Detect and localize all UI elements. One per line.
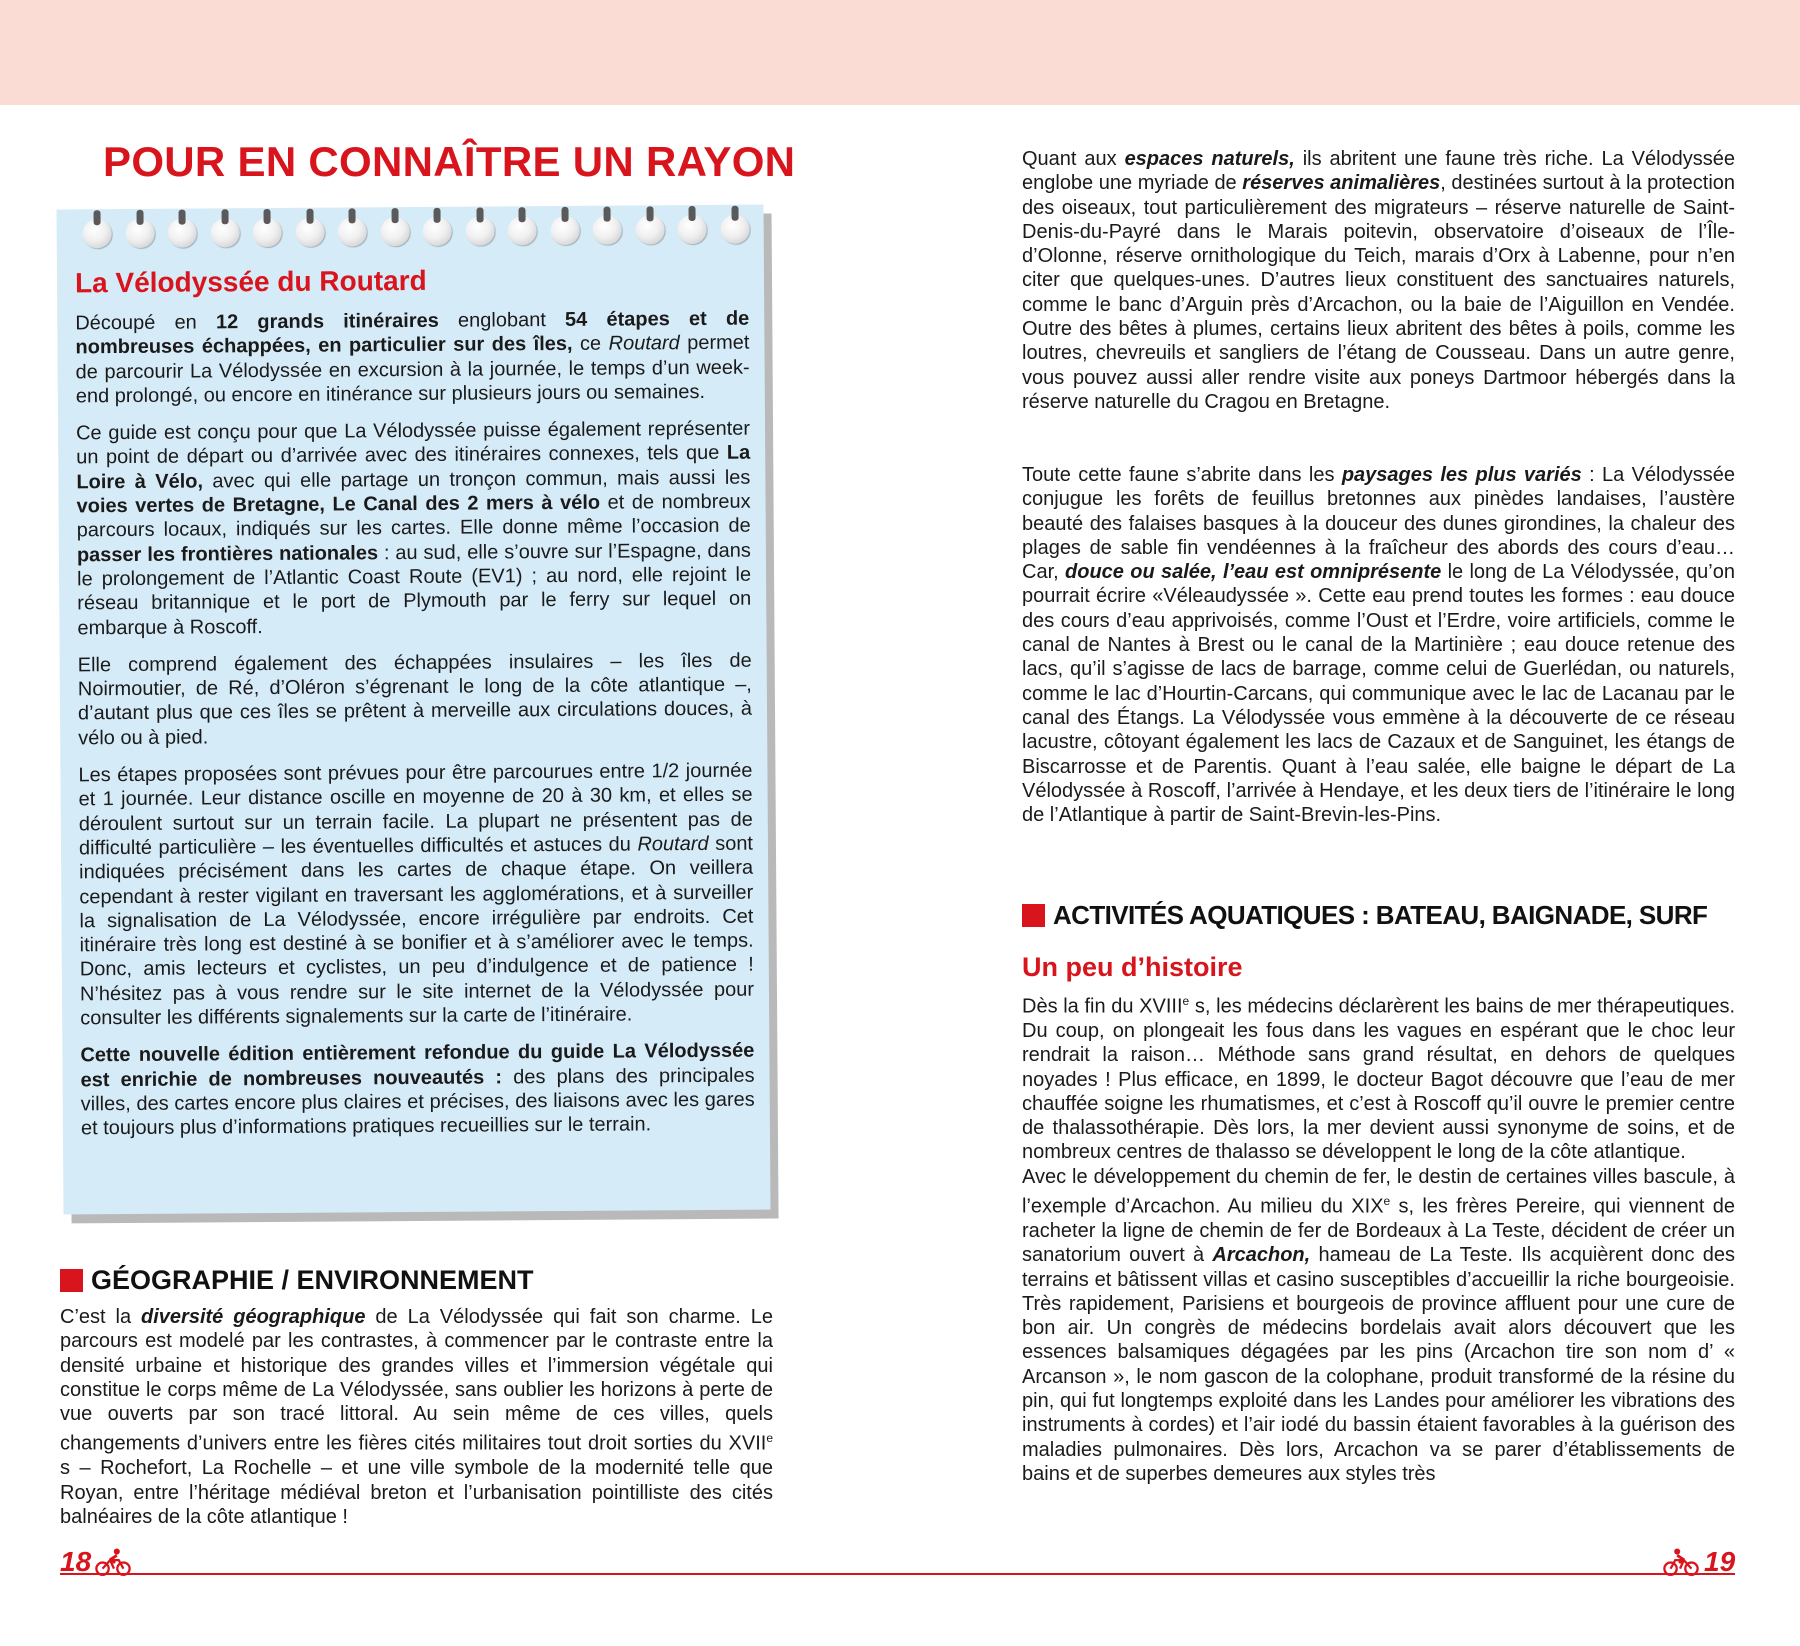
- notepad-ring-icon: [210, 218, 239, 247]
- notepad-box: [57, 205, 771, 1215]
- nature-text: [1022, 147, 1735, 414]
- notepad-paragraph: Les étapes proposées sont prévues pour être parcourues entre 1/2 journée et 1 journée. Leur distance oscille en moyenne de 20 à 30 km, et elles se déroulent surtout sur un terrain facile. La plupart ne présentent pas de difficulté particulière – les éventuelles difficultés et astuces du Routard sont indiquées précisément dans les cartes de chaque étape. On veillera cependant à rester vigilant en traversant les agglomérations, et à surveiller la signalisation de La Vélodyssée, encore irrégulière par endroits. Cet itinéraire très long est destiné à se bonifier et à s’améliorer avec le temps. Donc, amis lecteurs et cyclistes, un peu d’indulgence et de patience ! N’hésitez pas à vous rendre sur le site internet de la Vélodyssée pour consulter les différents signalements sur la carte de l’itinéraire.: [78, 759, 755, 1030]
- section-heading-water-activities: [1022, 900, 1707, 931]
- body-paragraph: Quant aux espaces naturels, ils abritent une faune très riche. La Vélodyssée englobe une myriade de réserves animalières, destinées surtout à la protection des oiseaux, tout particulièrement des migrateurs – réserve naturelle de Saint-Denis-du-Payré dans le Marais poitevin, observatoire d’oiseaux de l’Île-d’Olonne, réserve ornithologique du Teich, marais d’Orx à Labenne, pour n’en citer que quelques-unes. D’autres lieux constituent des sanctuaires naturels, comme le banc d’Arguin près d’Arcachon, ou la baie de l’Aiguillon en Vendée. Outre des bêtes à plumes, certains lieux abritent des bêtes à poils, comme les loutres, chevreuils et sangliers de l’étang de Cousseau. Dans un autre genre, vous pouvez aussi aller rendre visite aux poneys Dartmoor hébergés dans la réserve naturelle du Cragou en Bretagne.: [1022, 148, 1736, 413]
- notepad-ring-icon: [295, 218, 324, 247]
- red-square-bullet-icon: [60, 1269, 83, 1292]
- notepad-ring-icon: [380, 217, 409, 246]
- notepad-ring-icon: [465, 216, 494, 245]
- notepad-ring-icon: [253, 218, 282, 247]
- notepad-heading: La Vélodyssée du Routard: [74, 264, 427, 299]
- notepad-paragraph: Elle comprend également des échappées insulaires – les îles de Noirmoutier, de Ré, d’Oléron s’égrenant le long de la côte atlantique –, d’autant plus que ces îles se prêtent à merveille aux circulations douces, à vélo ou à pied.: [77, 649, 753, 750]
- notepad-body: [75, 307, 755, 1154]
- footer-rule: [60, 1573, 1735, 1575]
- page-title: POUR EN CONNAÎTRE UN RAYON: [103, 138, 796, 185]
- notepad-ring-icon: [125, 219, 154, 248]
- notepad-ring-icon: [550, 216, 579, 245]
- section-heading-geography: [60, 1265, 534, 1296]
- notepad-paragraph: Découpé en 12 grands itinéraires englobant 54 étapes et de nombreuses échappées, en particulier sur des îles, ce Routard permet de parcourir La Vélodyssée en excursion à la journée, le temps d’un week-end prolongé, ou encore en itinérance sur plusieurs jours ou semaines.: [75, 307, 750, 408]
- landscape-text: [1022, 463, 1735, 827]
- notepad-ring-icon: [168, 219, 197, 248]
- geography-text: [60, 1305, 773, 1529]
- page-number-left: 18: [60, 1546, 92, 1577]
- notepad-ring-icon: [593, 216, 622, 245]
- section-heading-label: ACTIVITÉS AQUATIQUES : BATEAU, BAIGNADE, SURF: [1053, 900, 1708, 930]
- body-paragraph: Dès la fin du XVIIIe s, les médecins déclarèrent les bains de mer thérapeutiques. Du coup, on plongeait les fous dans les vagues en espérant que le choc leur rendrait la raison… Méthode sans grand résultat, en dehors de quelques noyades ! Plus efficace, en 1899, le docteur Bagot découvre que l’eau de mer chauffée soigne les rhumatismes, et c’est à Roscoff qu’il ouvre le premier centre de thalassothérapie. Dès lors, la mer devient aussi synonyme de soins, et de nombreux centres de thalasso se développent le long de la côte atlantique.: [1022, 994, 1735, 1164]
- red-square-bullet-icon: [1022, 904, 1045, 927]
- page-number-right: 19: [1704, 1546, 1736, 1577]
- notepad-ring-icon: [508, 216, 537, 245]
- notepad-paragraph: Cette nouvelle édition entièrement refondue du guide La Vélodyssée est enrichie de nombreuses nouveautés : des plans des principales villes, des cartes encore plus claires et précises, des liaisons avec les gares et toujours plus d’informations pratiques recueillies sur le terrain.: [80, 1039, 755, 1140]
- top-color-band: [0, 0, 1800, 105]
- cyclist-icon: [1662, 1547, 1700, 1577]
- notepad-ring-icon: [635, 215, 664, 244]
- notepad-ring-icon: [338, 217, 367, 246]
- body-paragraph: Avec le développement du chemin de fer, le destin de certaines villes bascule, à l’exemple d’Arcachon. Au milieu du XIXe s, les frères Pereire, qui viennent de racheter la ligne de chemin de fer de Bordeaux à La Teste, décident de créer un sanatorium ouvert à Arcachon, hameau de La Teste. Ils acquièrent donc des terrains et bâtissent villas et casino susceptibles d’accueillir la riche bourgeoisie. Très rapidement, Parisiens et bourgeois de province affluent pour une cure de bon air. Un congrès de médecins bordelais avait alors découvert que les essences balsamiques dégagées par les pins (Arcachon tire son nom d’ « Arcanson », le nom gascon de la colophane, produit transformé de la résine du pin, qui fut longtemps exploité dans les Landes pour améliorer les vibrations des instruments à cordes) et l’air iodé du bassin étaient favorables à la guérison des maladies pulmonaires. Dès lors, Arcachon va se parer d’établissements de bains et de superbes demeures aux styles très: [1022, 1165, 1735, 1485]
- body-paragraph: Toute cette faune s’abrite dans les paysages les plus variés : La Vélodyssée conjugue les forêts de feuillus bretonnes aux pinèdes landaises, l’austère beauté des falaises basques à la douceur des dunes girondines, la chaleur des plages de sable fin vendéennes à la fraîcheur des abords des cours d’eau… Car, douce ou salée, l’eau est omniprésente le long de La Vélodyssée, qu’on pourrait écrire «Véleaudyssée ». Cette eau prend toutes les formes : eau douce des cours d’eau apprivoisés, comme l’Oust et l’Erdre, voire artificiels, comme le canal de Nantes à Brest ou le canal de la Martinière ; eau douce retenue des lacs, qu’il s’agisse de lacs de barrage, comme celui de Guerlédan, ou naturels, comme le lac d’Hourtin-Carcans, qui communique avec le lac de Lacanau par le canal des Étangs. La Vélodyssée vous emmène à la découverte de ce réseau lacustre, côtoyant également les lacs de Cazaux et de Sanguinet, les étangs de Biscarrosse et de Parentis. Quant à l’eau salée, elle baigne le départ de La Vélodyssée à Roscoff, l’arrivée à Hendaye, et les deux tiers de l’itinéraire le long de l’Atlantique à partir de Saint-Brevin-les-Pins.: [1022, 464, 1735, 827]
- cyclist-icon: [94, 1547, 132, 1577]
- notepad-rings: [83, 215, 743, 260]
- notepad-paragraph: Ce guide est conçu pour que La Vélodyssée puisse également représenter un point de départ ou d’arrivée avec des itinéraires connexes, tels que La Loire à Vélo, avec qui elle partage un tronçon commun, mais aussi les voies vertes de Bretagne, Le Canal des 2 mers à vélo et de nombreux parcours locaux, indiqués sur les cartes. Elle donne même l’occasion de passer les frontières nationales : au sud, elle s’ouvre sur l’Espagne, dans le prolongement de l’Atlantic Coast Route (EV1) ; au nord, elle rejoint le réseau britannique et le port de Plymouth par le ferry sur lequel on embarque à Roscoff.: [75, 417, 752, 639]
- notepad-ring-icon: [83, 219, 112, 248]
- section-heading-label: GÉOGRAPHIE / ENVIRONNEMENT: [91, 1265, 534, 1295]
- history-text: [1022, 989, 1735, 1486]
- notepad-ring-icon: [423, 217, 452, 246]
- subheading-history: Un peu d’histoire: [1022, 952, 1243, 982]
- body-paragraph: C’est la diversité géographique de La Vélodyssée qui fait son charme. Le parcours est modelé par les contrastes, à commencer par le contraste entre la densité urbaine et historique des grandes villes et l’immersion végétale qui constitue le corps même de La Vélodyssée, sans oublier les horizons à perte de vue ouverts par son tracé littoral. Au sein même de ces villes, quels changements d’univers entre les fières cités militaires tout droit sorties du XVIIe s – Rochefort, La Rochelle – et une ville symbole de la modernité telle que Royan, entre l’héritage médiéval breton et l’urbanisation pointilliste des cités balnéaires de la côte atlantique !: [60, 1306, 773, 1529]
- notepad-ring-icon: [678, 215, 707, 244]
- notepad-ring-icon: [720, 215, 749, 244]
